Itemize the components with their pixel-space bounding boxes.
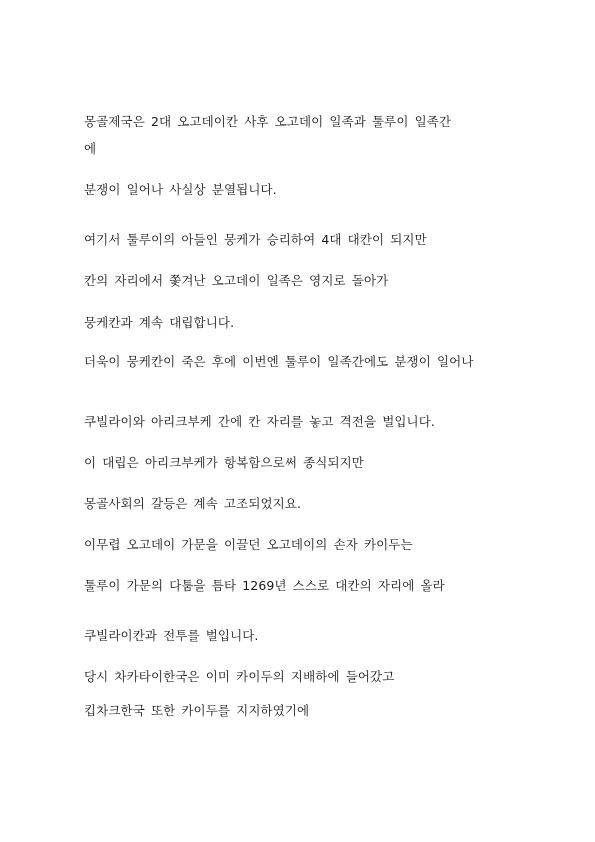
text-line: 에 [84, 141, 97, 156]
text-line: 여기서 툴루이의 아들인 뭉케가 승리하여 4대 대칸이 되지만 [84, 232, 427, 247]
text-line: 더욱이 뭉케칸이 죽은 후에 이번엔 툴루이 일족간에도 분쟁이 일어나 [84, 354, 474, 369]
text-line: 칸의 자리에서 쫓겨난 오고데이 일족은 영지로 돌아가 [84, 273, 389, 288]
text-line: 쿠빌라이칸과 전투를 벌입니다. [84, 628, 259, 643]
text-line: 쿠빌라이와 아리크부케 간에 칸 자리를 놓고 격전을 벌입니다. [84, 414, 435, 429]
text-line: 뭉케칸과 계속 대립합니다. [84, 315, 235, 330]
text-line: 분쟁이 일어나 사실상 분열됩니다. [84, 182, 277, 197]
text-line: 킵차크한국 또한 카이두를 지지하였기에 [84, 703, 310, 718]
text-line: 몽골사회의 갈등은 계속 고조되었지요. [84, 496, 302, 511]
text-line: 이무렵 오고데이 가문을 이끌던 오고데이의 손자 카이두는 [84, 537, 413, 552]
text-line: 이 대립은 아리크부케가 항복함으로써 종식되지만 [84, 455, 364, 470]
text-line: 몽골제국은 2대 오고데이칸 사후 오고데이 일족과 툴루이 일족간 [84, 114, 452, 129]
text-line: 당시 차카타이한국은 이미 카이두의 지배하에 들어갔고 [84, 669, 395, 684]
text-line: 툴루이 가문의 다툼을 틈타 1269년 스스로 대칸의 자리에 올라 [84, 578, 445, 593]
